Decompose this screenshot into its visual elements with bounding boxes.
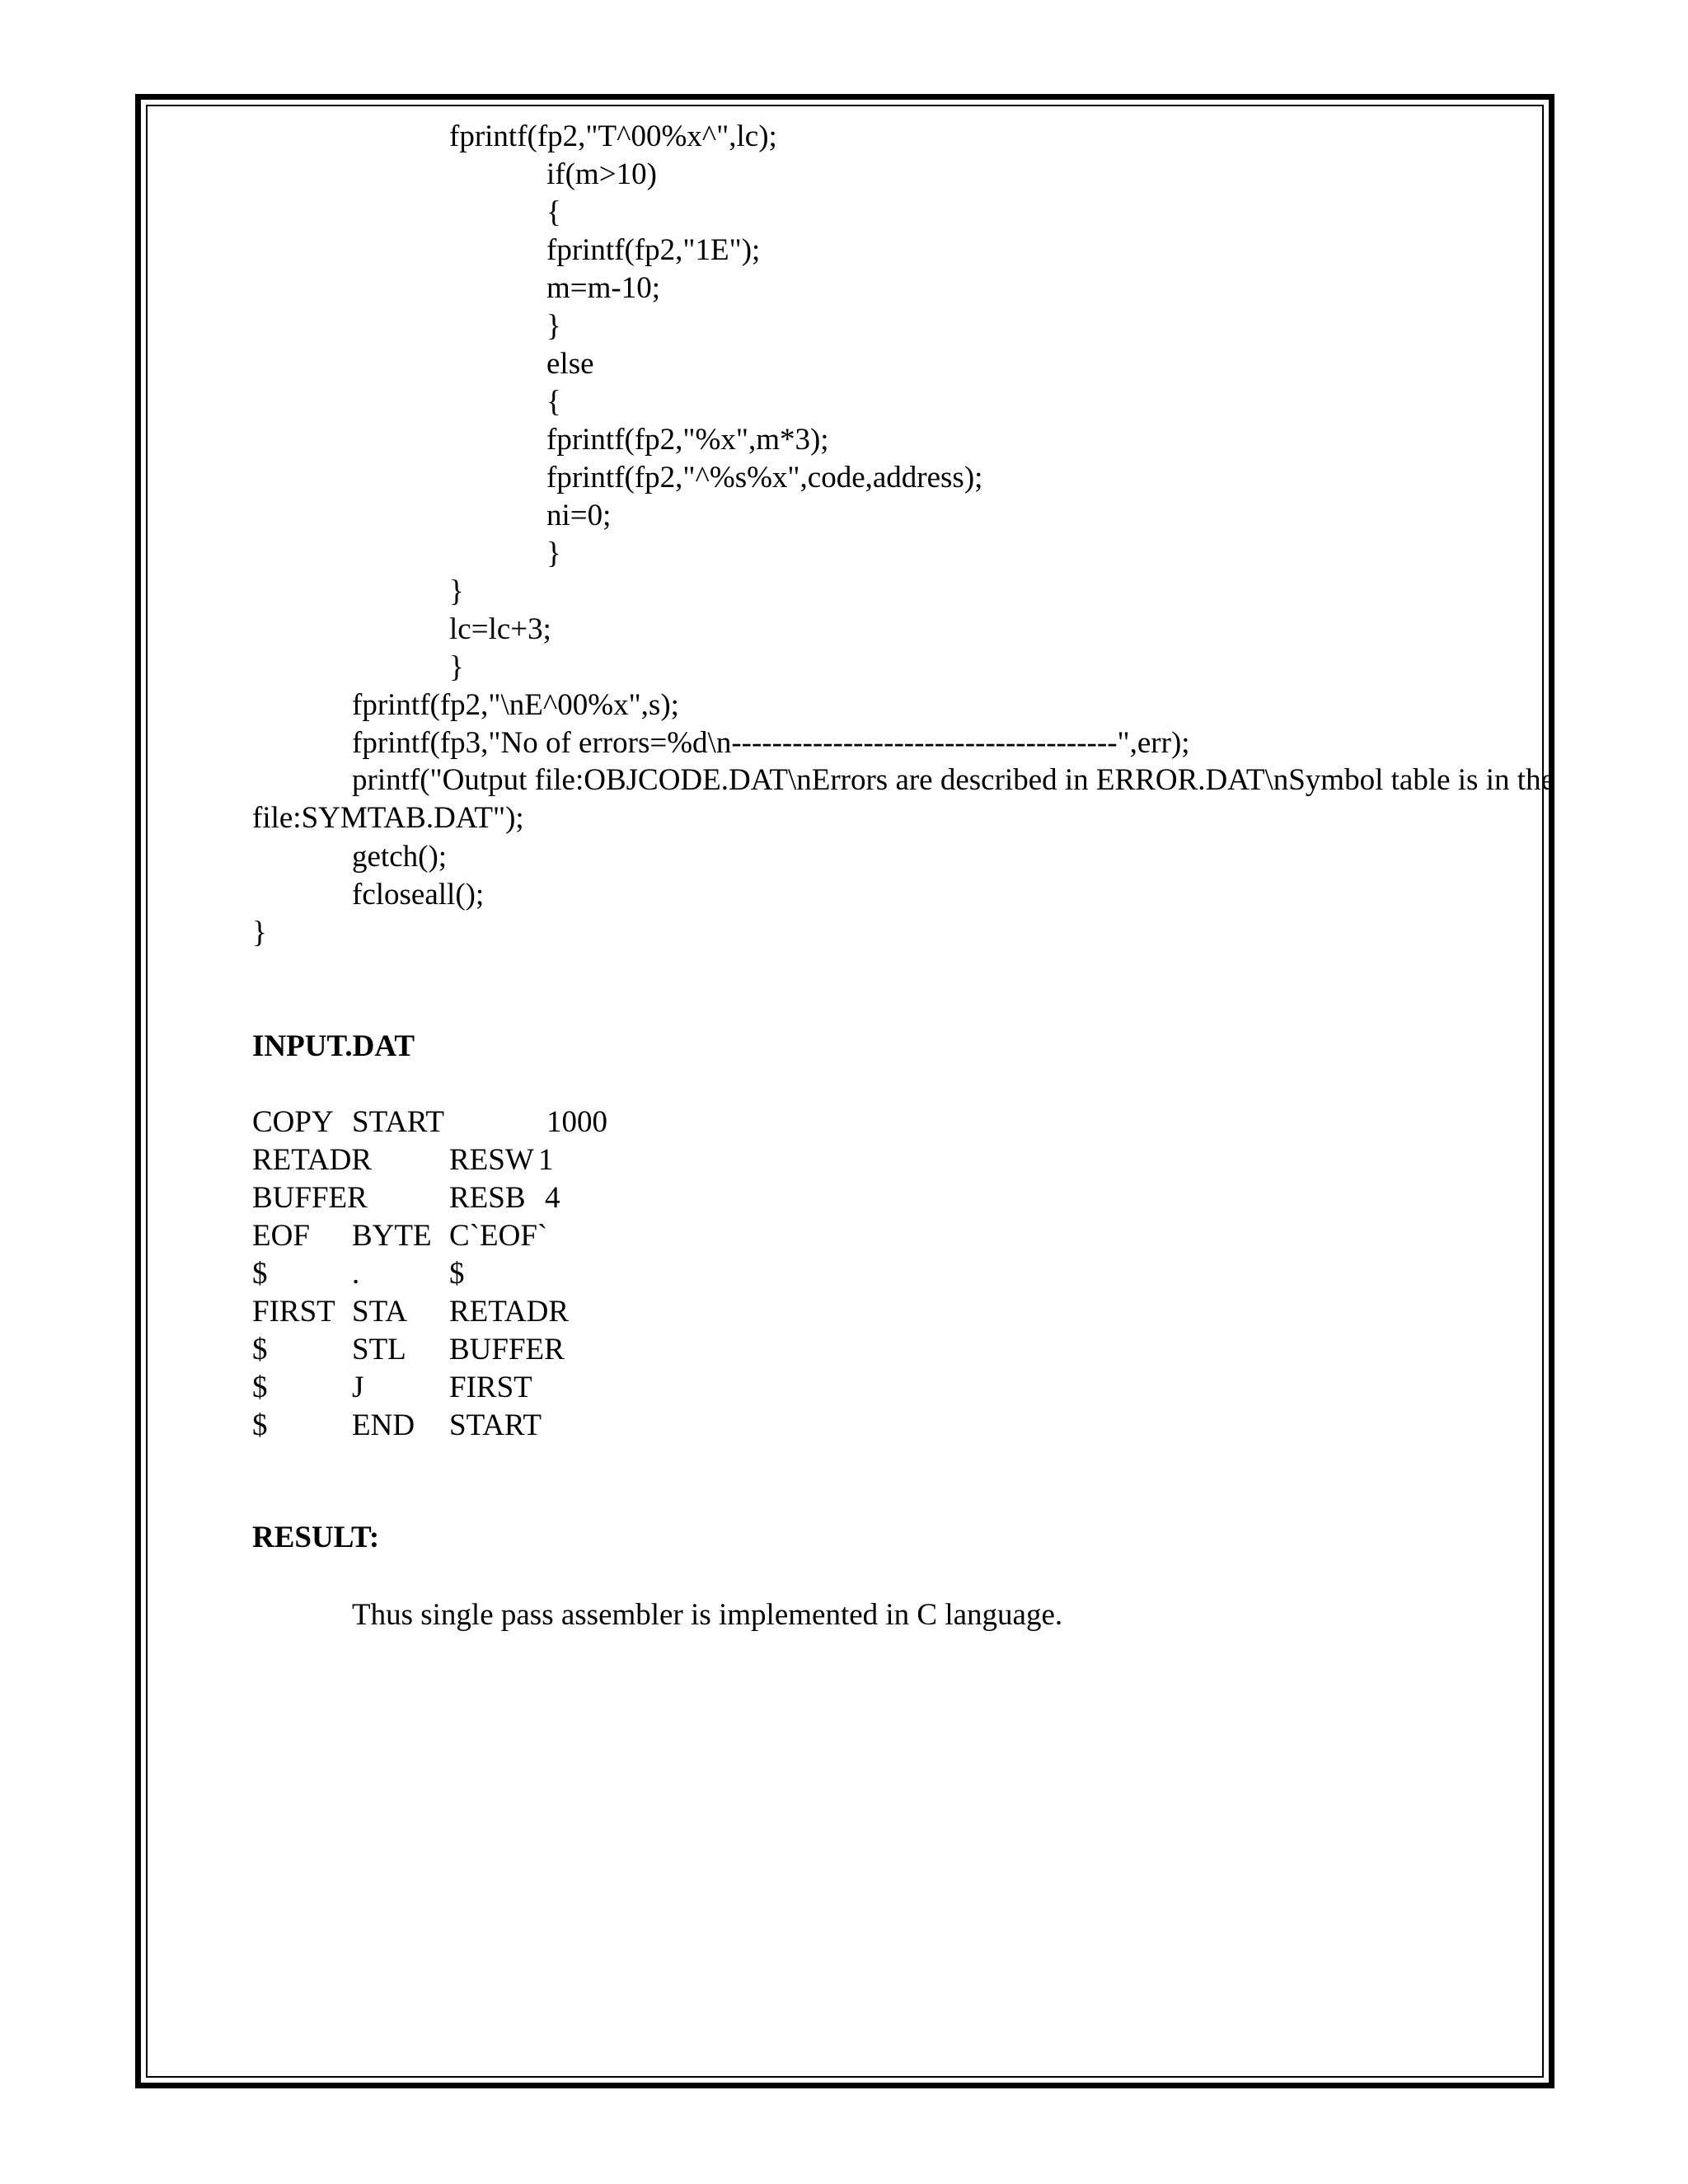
code-line: } (449, 650, 464, 684)
code-line-wrapped: printf("Output file:OBJCODE.DAT\nErrors are described in ERROR.DAT\nSymbol table is in the file:SYMTAB.DAT"); (252, 763, 1554, 835)
input-label: BUFFER (252, 1181, 368, 1215)
code-line: { (546, 385, 561, 419)
input-opcode: RESW (449, 1143, 534, 1177)
code-line: getch(); (352, 840, 448, 874)
code-line: m=m-10; (546, 271, 661, 305)
input-label: $ (252, 1257, 268, 1291)
code-line: } (449, 574, 464, 608)
code-line: fprintf(fp2,"%x",m*3); (546, 423, 829, 457)
input-opcode: END (352, 1408, 415, 1442)
input-opcode: BYTE (352, 1219, 432, 1253)
code-line: fcloseall(); (352, 878, 485, 912)
input-label: FIRST (252, 1295, 335, 1329)
result-heading: RESULT: (252, 1521, 380, 1554)
input-label: EOF (252, 1219, 310, 1253)
code-line: if(m>10) (546, 157, 657, 191)
input-operand: RETADR (449, 1295, 570, 1329)
input-label: $ (252, 1408, 268, 1442)
input-opcode: STL (352, 1333, 406, 1366)
input-label: COPY (252, 1105, 334, 1139)
input-operand: $ (449, 1257, 465, 1291)
code-line: fprintf(fp2,"1E"); (546, 233, 761, 267)
input-label: $ (252, 1333, 268, 1366)
code-line: else (546, 347, 594, 381)
input-opcode: STA (352, 1295, 407, 1329)
result-text: Thus single pass assembler is implemented in C language. (352, 1598, 1063, 1632)
code-line: fprintf(fp2,"^%s%x",code,address); (546, 461, 983, 494)
input-operand: 4 (545, 1181, 560, 1215)
code-line: ni=0; (546, 499, 612, 532)
input-operand: 1 (538, 1143, 554, 1177)
code-line: fprintf(fp2,"T^00%x^",lc); (449, 120, 777, 153)
input-label: RETADR (252, 1143, 373, 1177)
input-label: $ (252, 1371, 268, 1404)
input-operand: 1000 (546, 1105, 607, 1139)
input-opcode: START (352, 1105, 444, 1139)
code-line: } (546, 537, 561, 570)
input-opcode: . (352, 1257, 360, 1291)
page-border-inner (146, 105, 1544, 2078)
code-line: { (546, 195, 561, 229)
input-operand: START (449, 1408, 542, 1442)
code-line: lc=lc+3; (449, 612, 551, 646)
code-line: fprintf(fp2,"\nE^00%x",s); (352, 688, 679, 722)
code-line: fprintf(fp3,"No of errors=%d\n--------------------------------------",err); (352, 726, 1190, 760)
input-opcode: RESB (449, 1181, 526, 1215)
code-line: } (252, 916, 267, 949)
input-operand: BUFFER (449, 1333, 565, 1366)
input-operand: FIRST (449, 1371, 532, 1404)
input-opcode: J (352, 1371, 364, 1404)
code-line: } (546, 309, 561, 343)
input-operand: C`EOF` (449, 1219, 548, 1253)
input-heading: INPUT.DAT (252, 1029, 415, 1063)
